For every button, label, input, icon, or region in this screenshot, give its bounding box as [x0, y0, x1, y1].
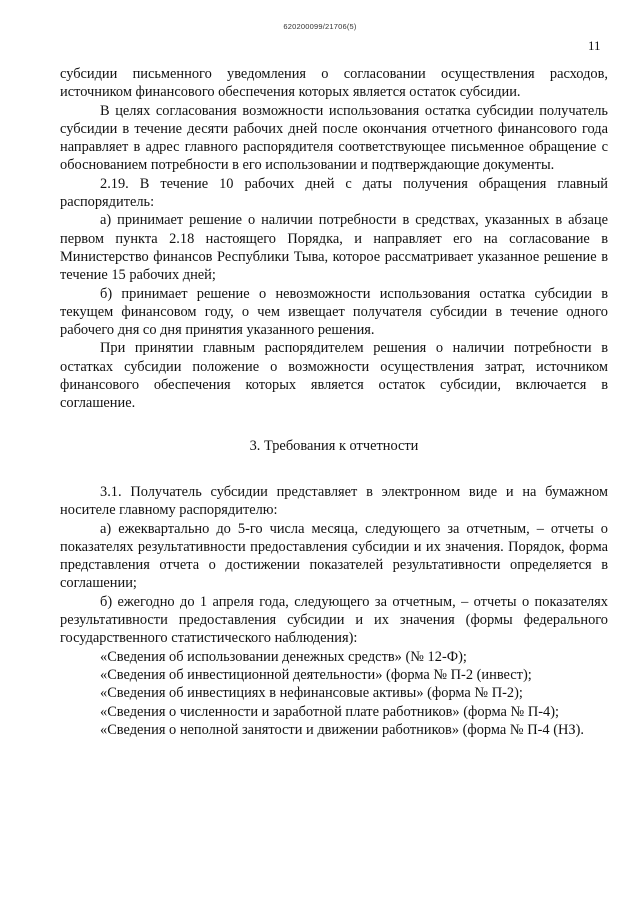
- form-list-item: «Сведения об инвестиционной деятельности» (форма № П-2 (инвест);: [100, 666, 532, 683]
- paragraph-decision: При принятии главным распорядителем решения о наличии потребности в остатках субсидии положение о возможности осуществления затрат, источником финансового обеспечения которых является остаток субсидии, включается в соглашение.: [60, 340, 608, 412]
- paragraph-3-1-b: б) ежегодно до 1 апреля года, следующего за отчетным, – отчеты о показателях результативности предоставления субсидии и их значения (формы федерального государственного статистического наблюдения):: [60, 593, 608, 647]
- form-list-item: «Сведения об использовании денежных средств» (№ 12-Ф);: [100, 648, 467, 665]
- form-list-item: «Сведения о численности и заработной плате работников» (форма № П-4);: [100, 703, 560, 720]
- page-number: 11: [588, 38, 601, 53]
- paragraph-2-19: 2.19. В течение 10 рабочих дней с даты получения обращения главный распорядитель:: [60, 175, 608, 211]
- paragraph-continuation: субсидии письменного уведомления о согласовании осуществления расходов, источником финансового обеспечения которых является остаток субсидии.: [60, 66, 608, 101]
- form-list-item: «Сведения о неполной занятости и движении работников» (форма № П-4 (НЗ).: [100, 721, 584, 738]
- paragraph-3-1: 3.1. Получатель субсидии представляет в электронном виде и на бумажном носителе главному распорядителю:: [60, 483, 608, 519]
- paragraph-approval: В целях согласования возможности использования остатка субсидии получатель субсидии в течение десяти рабочих дней после окончания отчетного финансового года направляет в адрес главного распорядителя соответствующее письменное обращение с обоснованием потребности в его использовании и подтверждающие документы.: [60, 102, 608, 174]
- form-list-item: «Сведения об инвестициях в нефинансовые активы» (форма № П-2);: [100, 685, 523, 702]
- document-code: 620200099/21706(5): [283, 22, 357, 31]
- paragraph-2-19-a: а) принимает решение о наличии потребности в средствах, указанных в абзаце первом пункта 2.18 настоящего Порядка, и направляет его на согласование в Министерство финансов Республики Тыва, которое рассматривает указанное решение в течение 15 рабочих дней;: [60, 212, 608, 284]
- document-body: [60, 65, 608, 739]
- section-title: 3. Требования к отчетности: [249, 437, 419, 454]
- paragraph-3-1-a: а) ежеквартально до 5-го числа месяца, следующего за отчетным, – отчеты о показателях результативности предоставления субсидии и их значения. Порядок, форма представления отчета о достижении показателей результативности определяется в соглашении;: [60, 520, 608, 592]
- paragraph-2-19-b: б) принимает решение о невозможности использования остатка субсидии в текущем финансовом году, о чем извещает получателя субсидии в течение одного рабочего дня со дня принятия указанного решения.: [60, 285, 608, 339]
